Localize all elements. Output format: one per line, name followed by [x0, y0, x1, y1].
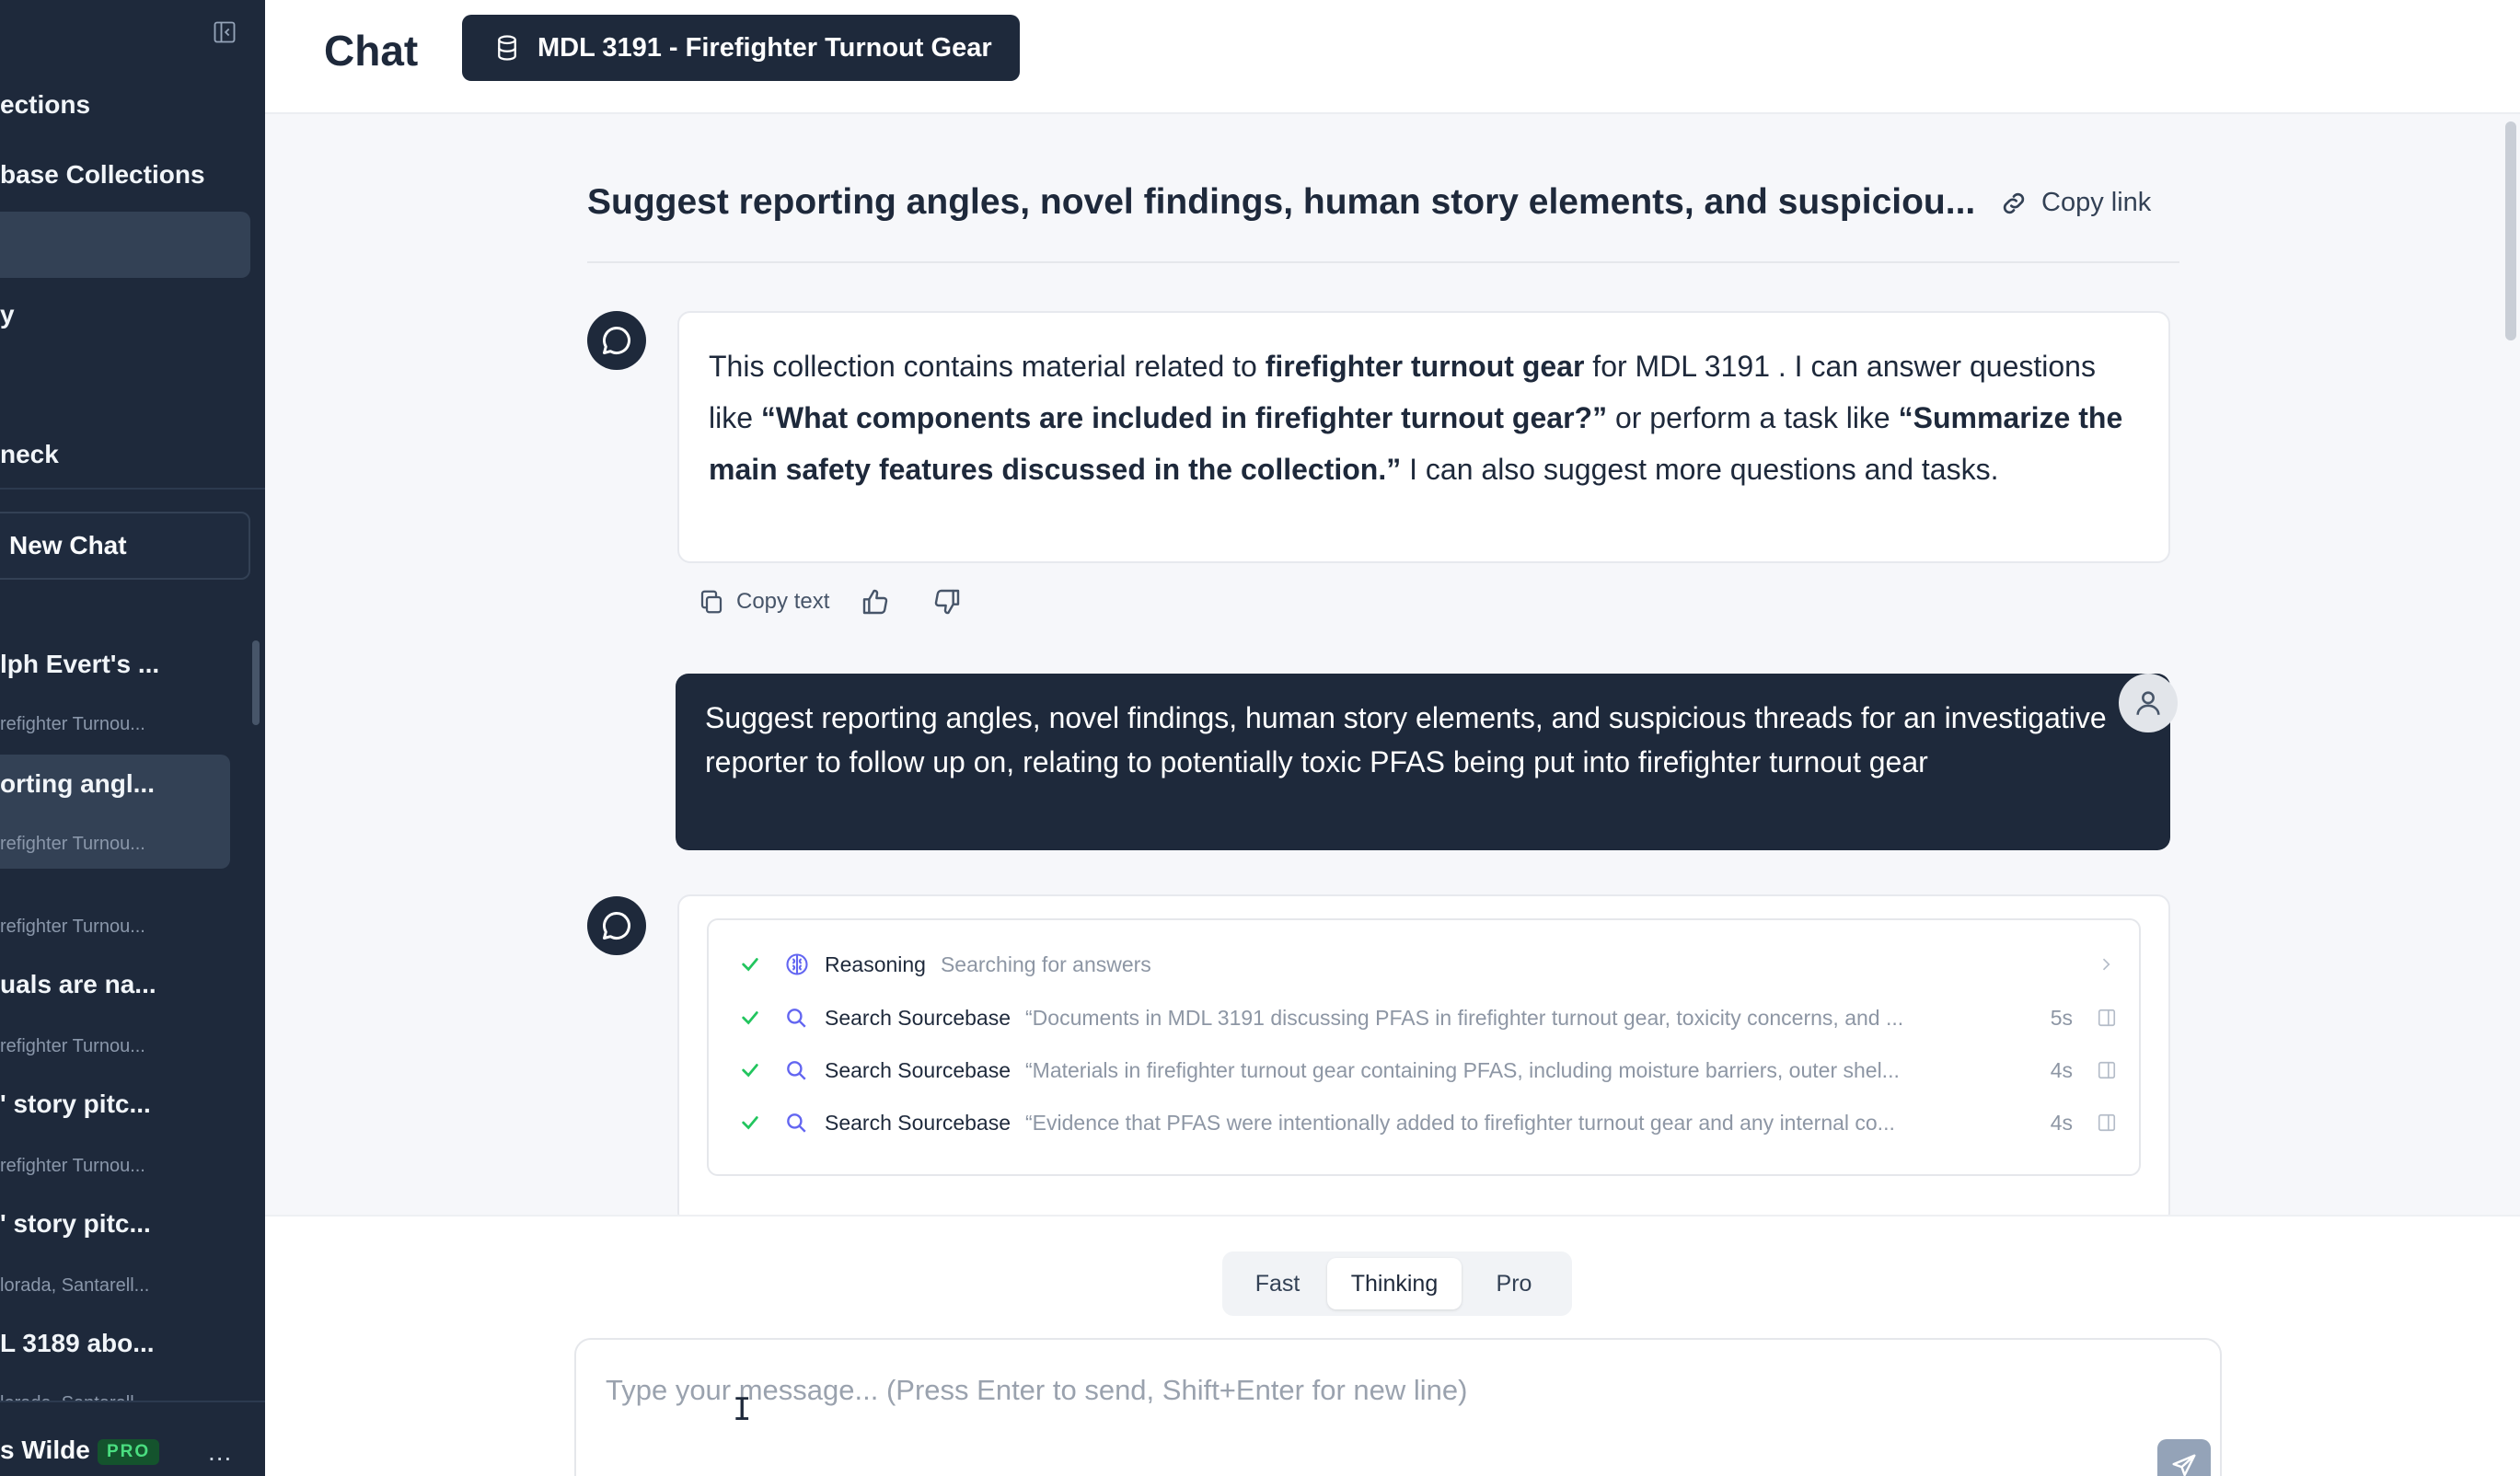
- intro-text: for MDL 3191 . I can answer questions like: [709, 350, 2096, 434]
- tool-step-search[interactable]: [740, 1104, 2117, 1141]
- tool-step-duration: 4s: [2050, 1110, 2073, 1135]
- chat-bubble-icon: [600, 909, 633, 942]
- check-icon: [740, 1060, 762, 1080]
- conversation-title: Suggest reporting angles, novel findings, human story elements, and suspiciou...: [587, 182, 1976, 222]
- thumbs-down-button[interactable]: [932, 587, 973, 617]
- suggested-question[interactable]: “What components are included in firefighter turnout gear?”: [760, 401, 1608, 434]
- chat-main: [265, 114, 2520, 1215]
- assistant-avatar: [587, 311, 646, 370]
- sidebar: [0, 0, 265, 1476]
- main-scrollbar[interactable]: [2505, 121, 2516, 340]
- database-icon: [493, 34, 521, 62]
- chat-history-subtitle: lorada, Santarell...: [0, 1275, 150, 1296]
- message-input[interactable]: [606, 1367, 2078, 1413]
- check-icon: [740, 1008, 762, 1028]
- mode-selector: [1222, 1251, 1572, 1316]
- open-panel-icon[interactable]: [2097, 1008, 2117, 1028]
- tool-step-name: Search Sourcebase: [825, 1057, 1011, 1082]
- tool-step-search[interactable]: [740, 999, 2117, 1036]
- sidebar-divider: [0, 488, 265, 490]
- mode-fast-button[interactable]: Fast: [1254, 1270, 1300, 1297]
- tool-steps-panel: [707, 918, 2141, 1176]
- sidebar-nav-active-item[interactable]: [0, 212, 250, 278]
- chat-history-subtitle: refighter Turnou...: [0, 834, 145, 854]
- tool-step-name: Reasoning: [825, 951, 926, 976]
- sidebar-collapse-icon: [212, 19, 237, 45]
- chat-history-item[interactable]: orting angl...: [0, 769, 155, 798]
- chat-history-item[interactable]: uals are na...: [0, 970, 156, 998]
- pro-badge: PRO: [98, 1439, 159, 1465]
- tool-step-reasoning[interactable]: [740, 946, 2117, 983]
- search-icon: [784, 1111, 810, 1135]
- message-input-box: [574, 1338, 2222, 1476]
- thumbs-up-button[interactable]: [861, 587, 901, 617]
- title-divider: [587, 261, 2179, 263]
- chat-history-subtitle: refighter Turnou...: [0, 1156, 145, 1176]
- text-cursor-icon: I: [733, 1391, 752, 1428]
- chat-history-item[interactable]: ' story pitc...: [0, 1209, 151, 1238]
- tool-step-detail: “Materials in firefighter turnout gear containing PFAS, including moisture barriers, outer shel...: [1025, 1057, 1900, 1082]
- page-title: Chat: [324, 27, 419, 75]
- open-panel-icon[interactable]: [2097, 1113, 2117, 1133]
- check-icon: [740, 954, 762, 974]
- collection-selector-button[interactable]: [462, 15, 1020, 81]
- intro-text: This collection contains material related to: [709, 350, 1266, 383]
- new-chat-button[interactable]: [0, 512, 250, 580]
- user-icon: [2133, 687, 2164, 719]
- chat-history-item[interactable]: L 3189 abo...: [0, 1329, 155, 1357]
- send-button[interactable]: [2157, 1439, 2211, 1476]
- sidebar-nav-item[interactable]: y: [0, 300, 15, 329]
- chevron-right-icon: [2097, 955, 2117, 974]
- copy-link-button[interactable]: [1999, 188, 2151, 218]
- intro-bold: firefighter turnout gear: [1265, 350, 1585, 383]
- check-icon: [740, 1113, 762, 1133]
- mode-thinking-button[interactable]: Thinking: [1327, 1258, 1462, 1309]
- sidebar-nav-collections[interactable]: ections: [0, 90, 91, 119]
- collection-label: MDL 3191 - Firefighter Turnout Gear: [538, 32, 992, 63]
- thumbs-up-icon: [861, 587, 890, 617]
- mode-pro-button[interactable]: Pro: [1496, 1270, 1532, 1297]
- tool-step-detail: “Documents in MDL 3191 discussing PFAS in firefighter turnout gear, toxicity concerns, and ...: [1025, 1005, 1904, 1030]
- assistant-avatar: [587, 896, 646, 955]
- user-menu-button[interactable]: ...: [208, 1437, 233, 1466]
- assistant-intro-message: [677, 311, 2170, 563]
- intro-text: I can also suggest more questions and tasks.: [1401, 453, 1999, 486]
- tool-step-detail: “Evidence that PFAS were intentionally added to firefighter turnout gear and any internal co...: [1025, 1110, 1895, 1135]
- tool-step-duration: 5s: [2050, 1005, 2073, 1030]
- search-icon: [784, 1058, 810, 1082]
- message-actions: [698, 587, 1004, 617]
- tool-step-name: Search Sourcebase: [825, 1110, 1011, 1135]
- chat-bubble-icon: [600, 324, 633, 357]
- tool-step-search[interactable]: [740, 1052, 2117, 1089]
- copy-text-button[interactable]: [698, 588, 829, 616]
- composer: [265, 1215, 2520, 1476]
- copy-link-label: Copy link: [2041, 188, 2152, 217]
- top-header: [265, 0, 2520, 114]
- copy-text-label: Copy text: [736, 589, 830, 614]
- sidebar-nav-check[interactable]: neck: [0, 440, 59, 468]
- assistant-response-message: [677, 894, 2170, 1226]
- sidebar-nav-database-collections[interactable]: base Collections: [0, 160, 205, 189]
- tool-step-name: Search Sourcebase: [825, 1005, 1011, 1030]
- sidebar-scrollbar[interactable]: [252, 640, 260, 725]
- new-chat-label: New Chat: [9, 531, 127, 559]
- chat-history-item[interactable]: ' story pitc...: [0, 1090, 151, 1118]
- tool-step-duration: 4s: [2050, 1057, 2073, 1082]
- user-name[interactable]: s Wilde: [0, 1436, 90, 1464]
- intro-text: or perform a task like: [1607, 401, 1899, 434]
- link-icon: [1999, 189, 2029, 218]
- brain-icon: [784, 951, 810, 977]
- chat-history-item[interactable]: lph Evert's ...: [0, 650, 160, 678]
- user-message: Suggest reporting angles, novel findings, human story elements, and suspicious threads for an investigative reporter to follow up on, relating to potentially toxic PFAS being put into firefighter turnout gear: [676, 674, 2170, 850]
- thumbs-down-icon: [932, 587, 962, 617]
- sidebar-collapse-button[interactable]: [211, 18, 238, 46]
- search-icon: [784, 1006, 810, 1030]
- send-icon: [2170, 1452, 2198, 1476]
- copy-icon: [698, 588, 725, 616]
- suggested-task[interactable]: “Summarize the main safety features discussed in the collection.”: [709, 401, 2123, 486]
- chat-history-subtitle: refighter Turnou...: [0, 917, 145, 937]
- chat-history-subtitle: refighter Turnou...: [0, 1036, 145, 1056]
- user-avatar: [2119, 674, 2178, 732]
- chat-history-subtitle: refighter Turnou...: [0, 714, 145, 734]
- open-panel-icon[interactable]: [2097, 1060, 2117, 1080]
- tool-step-detail: Searching for answers: [940, 951, 1151, 976]
